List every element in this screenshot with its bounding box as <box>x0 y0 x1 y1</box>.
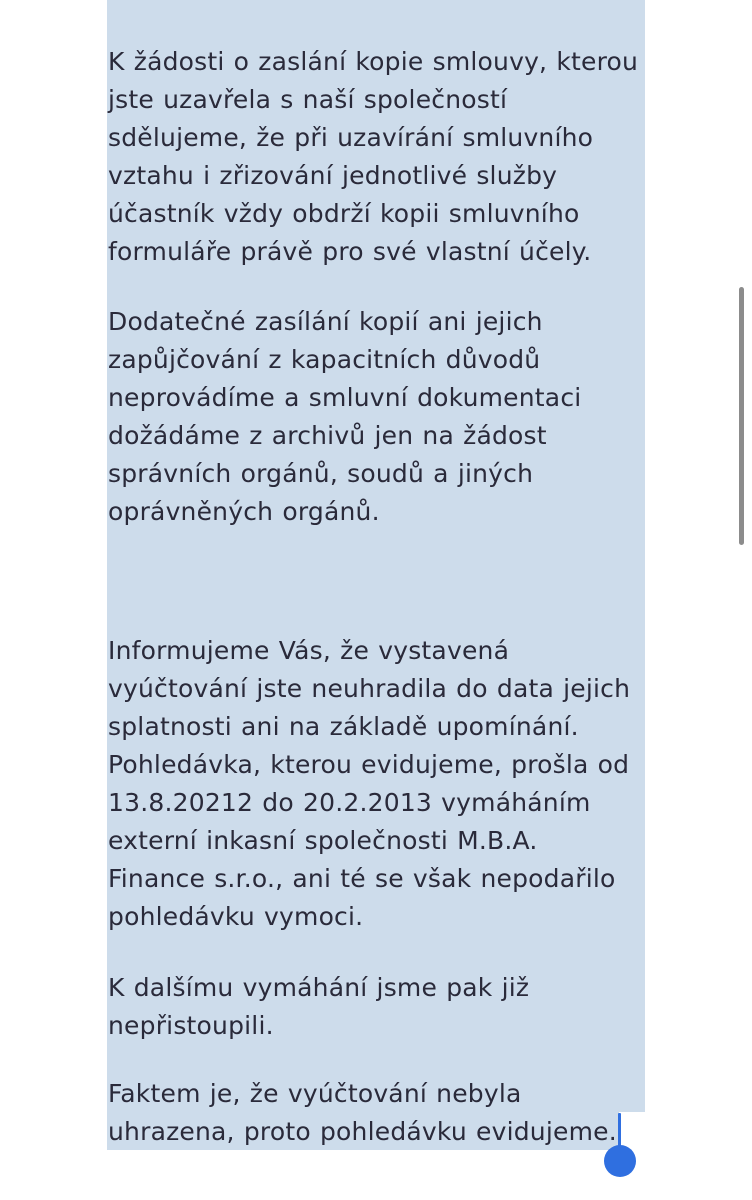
paragraph-conclusion[interactable]: Faktem je, že vyúčtování nebyla uhrazena, proto pohledávku evidujeme. <box>108 1079 617 1146</box>
vertical-scrollbar[interactable] <box>739 287 744 545</box>
paragraph-unpaid-invoices[interactable]: Informujeme Vás, že vystavená vyúčtování jste neuhradila do data jejich splatnosti ani na základě upomínání. Pohledávka, kterou evidujeme, prošla od 13.8.20212 do 20.2.2013 vymáháním externí inkasní společnosti M.B.A. Finance s.r.o., ani té se však nepodařilo pohledávku vymoci. <box>108 636 631 931</box>
paragraph-no-copies[interactable]: Dodatečné zasílání kopií ani jejich zapůjčování z kapacitních důvodů neprovádíme a smluvní dokumentaci dožádáme z archivů jen na žádost správních orgánů, soudů a jiných oprávněných orgánů. <box>108 307 582 526</box>
paragraph-no-further-collection[interactable]: K dalšímu vymáhání jsme pak již nepřistoupili. <box>108 973 530 1040</box>
selection-drag-handle[interactable] <box>604 1145 636 1177</box>
paragraph-copy-request[interactable]: K žádosti o zaslání kopie smlouvy, kterou jste uzavřela s naší společností sdělujeme, že při uzavírání smluvního vztahu i zřizování jednotlivé služby účastník vždy obdrží kopii smluvního formuláře právě pro své vlastní účely. <box>108 47 639 266</box>
